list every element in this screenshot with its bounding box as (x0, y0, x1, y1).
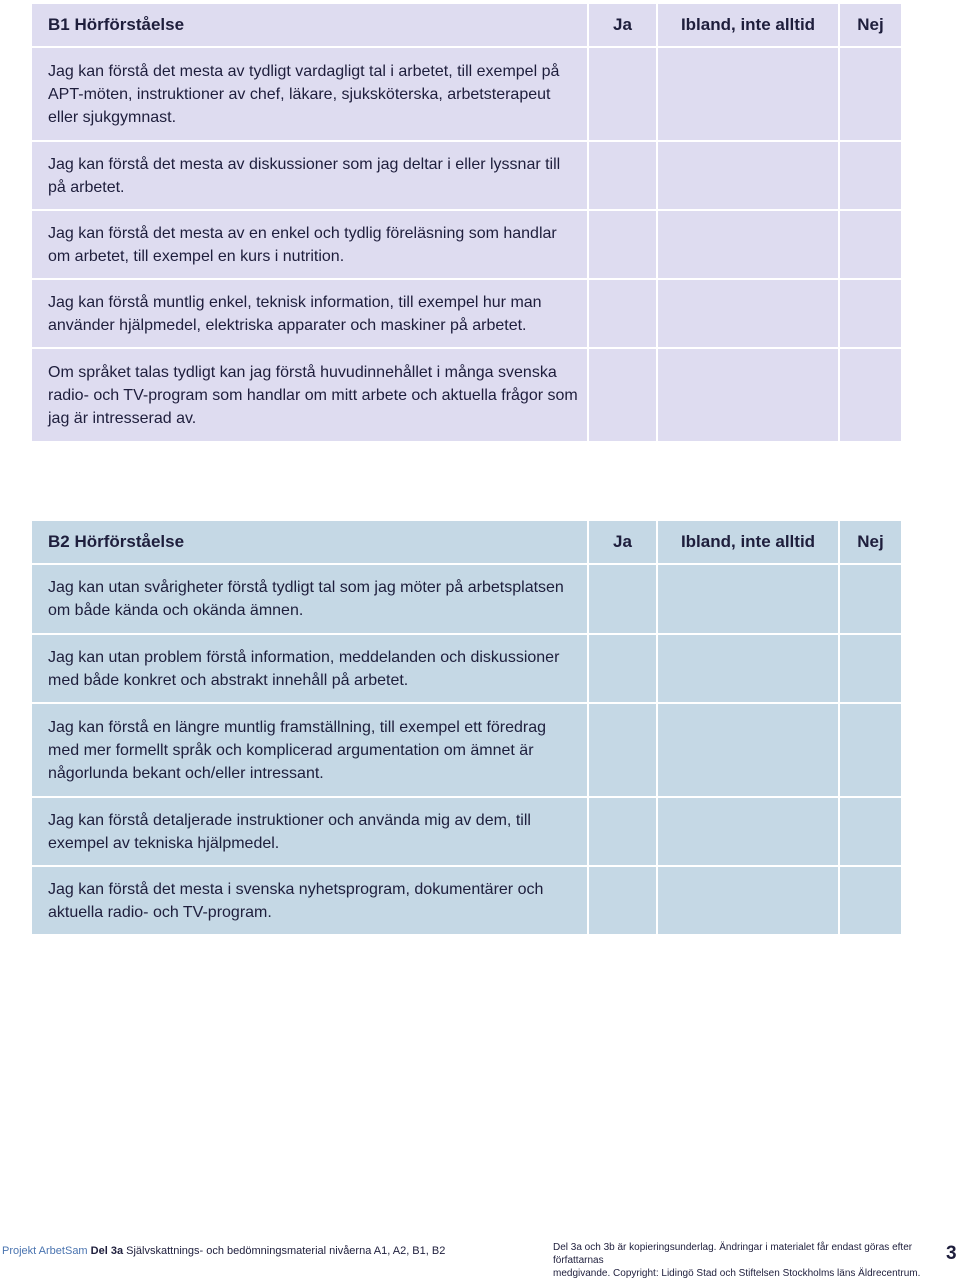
b1-assessment-table (30, 2, 903, 443)
b2-statement-row (32, 635, 901, 702)
footer-part-label: Del 3a (90, 1245, 124, 1257)
b1-answer-ja-box[interactable] (589, 142, 656, 209)
b1-answer-nej-box[interactable] (840, 48, 901, 140)
b2-answer-nej-box[interactable] (840, 867, 901, 934)
b2-statement-row (32, 798, 901, 865)
b1-answer-ja-box[interactable] (589, 280, 656, 347)
b1-statement-row (32, 211, 901, 278)
b2-statement-text: Jag kan utan svårigheter förstå tydligt tal som jag möter på arbetsplatsen om både kända och okända ämnen. (32, 565, 587, 633)
b2-answer-ibland-box[interactable] (658, 867, 838, 934)
b1-statement-text: Jag kan förstå muntlig enkel, teknisk information, till exempel hur man använder hjälpmedel, elektriska apparater och maskiner på arbetet. (32, 280, 587, 347)
b1-statement-row (32, 280, 901, 347)
page-number: 3 (946, 1243, 957, 1264)
b1-answer-ibland-box[interactable] (658, 349, 838, 441)
b2-statement-text: Jag kan förstå en längre muntlig framställning, till exempel ett föredrag med mer formellt språk och komplicerad argumentation om ämnet är någorlunda bekant och/eller intressant. (32, 704, 587, 796)
b2-answer-ja-box[interactable] (589, 798, 656, 865)
b1-statement-text: Jag kan förstå det mesta av en enkel och tydlig föreläsning som handlar om arbetet, till exempel en kurs i nutrition. (32, 211, 587, 278)
b1-answer-ja-box[interactable] (589, 349, 656, 441)
b1-answer-ibland-box[interactable] (658, 48, 838, 140)
footer-subtitle: Självskattnings- och bedömningsmaterial nivåerna A1, A2, B1, B2 (126, 1245, 446, 1257)
b1-statement-text: Jag kan förstå det mesta av tydligt vardagligt tal i arbetet, till exempel på APT-möten, instruktioner av chef, läkare, sjuksköterska, arbetsterapeut eller sjukgymnast. (32, 48, 587, 140)
b1-column-ibland: Ibland, inte alltid (658, 4, 838, 46)
b1-answer-ibland-box[interactable] (658, 211, 838, 278)
b2-answer-ja-box[interactable] (589, 635, 656, 702)
b2-assessment-table (30, 519, 903, 936)
b2-answer-nej-box[interactable] (840, 565, 901, 633)
b2-column-nej: Nej (840, 521, 901, 563)
b1-statement-row (32, 349, 901, 441)
b2-answer-nej-box[interactable] (840, 704, 901, 796)
b2-answer-nej-box[interactable] (840, 798, 901, 865)
b2-answer-ibland-box[interactable] (658, 798, 838, 865)
b1-answer-ibland-box[interactable] (658, 142, 838, 209)
footer-copyright (553, 1241, 933, 1280)
footer-left (2, 1245, 445, 1257)
b1-answer-ja-box[interactable] (589, 48, 656, 140)
b1-answer-ja-box[interactable] (589, 211, 656, 278)
b1-statement-text: Om språket talas tydligt kan jag förstå huvudinnehållet i många svenska radio- och TV-program som handlar om mitt arbete och aktuella frågor som jag är intresserad av. (32, 349, 587, 441)
b2-section-title: B2 Hörförståelse (32, 521, 587, 563)
b2-statement-row (32, 867, 901, 934)
footer-project-name: Projekt ArbetSam (2, 1245, 88, 1257)
b2-column-ja: Ja (589, 521, 656, 563)
b2-answer-nej-box[interactable] (840, 635, 901, 702)
b2-answer-ibland-box[interactable] (658, 635, 838, 702)
b1-answer-nej-box[interactable] (840, 211, 901, 278)
b1-answer-nej-box[interactable] (840, 280, 901, 347)
b2-statement-text: Jag kan förstå detaljerade instruktioner och använda mig av dem, till exempel av tekniska hjälpmedel. (32, 798, 587, 865)
b1-statement-row (32, 142, 901, 209)
b2-statement-row (32, 704, 901, 796)
b1-answer-nej-box[interactable] (840, 349, 901, 441)
b2-header-row (32, 521, 901, 563)
b2-statement-text: Jag kan förstå det mesta i svenska nyhetsprogram, dokumentärer och aktuella radio- och TV-program. (32, 867, 587, 934)
b1-statement-text: Jag kan förstå det mesta av diskussioner som jag deltar i eller lyssnar till på arbetet. (32, 142, 587, 209)
footer-copyright-line: Del 3a och 3b är kopieringsunderlag. Ändringar i materialet får endast göras efter författarnas (553, 1242, 913, 1266)
b2-statement-row (32, 565, 901, 633)
b1-column-ja: Ja (589, 4, 656, 46)
b2-answer-ibland-box[interactable] (658, 704, 838, 796)
b1-answer-nej-box[interactable] (840, 142, 901, 209)
footer-copyright-line: medgivande. Copyright: Lidingö Stad och Stiftelsen Stockholms läns Äldrecentrum. (553, 1268, 921, 1279)
b1-header-row (32, 4, 901, 46)
b1-answer-ibland-box[interactable] (658, 280, 838, 347)
page-footer (2, 1241, 960, 1279)
b2-answer-ja-box[interactable] (589, 704, 656, 796)
b2-column-ibland: Ibland, inte alltid (658, 521, 838, 563)
b1-column-nej: Nej (840, 4, 901, 46)
b1-section-title: B1 Hörförståelse (32, 4, 587, 46)
b2-answer-ja-box[interactable] (589, 565, 656, 633)
b1-statement-row (32, 48, 901, 140)
b2-statement-text: Jag kan utan problem förstå information, meddelanden och diskussioner med både konkret och abstrakt innehåll på arbetet. (32, 635, 587, 702)
b2-answer-ja-box[interactable] (589, 867, 656, 934)
b2-answer-ibland-box[interactable] (658, 565, 838, 633)
